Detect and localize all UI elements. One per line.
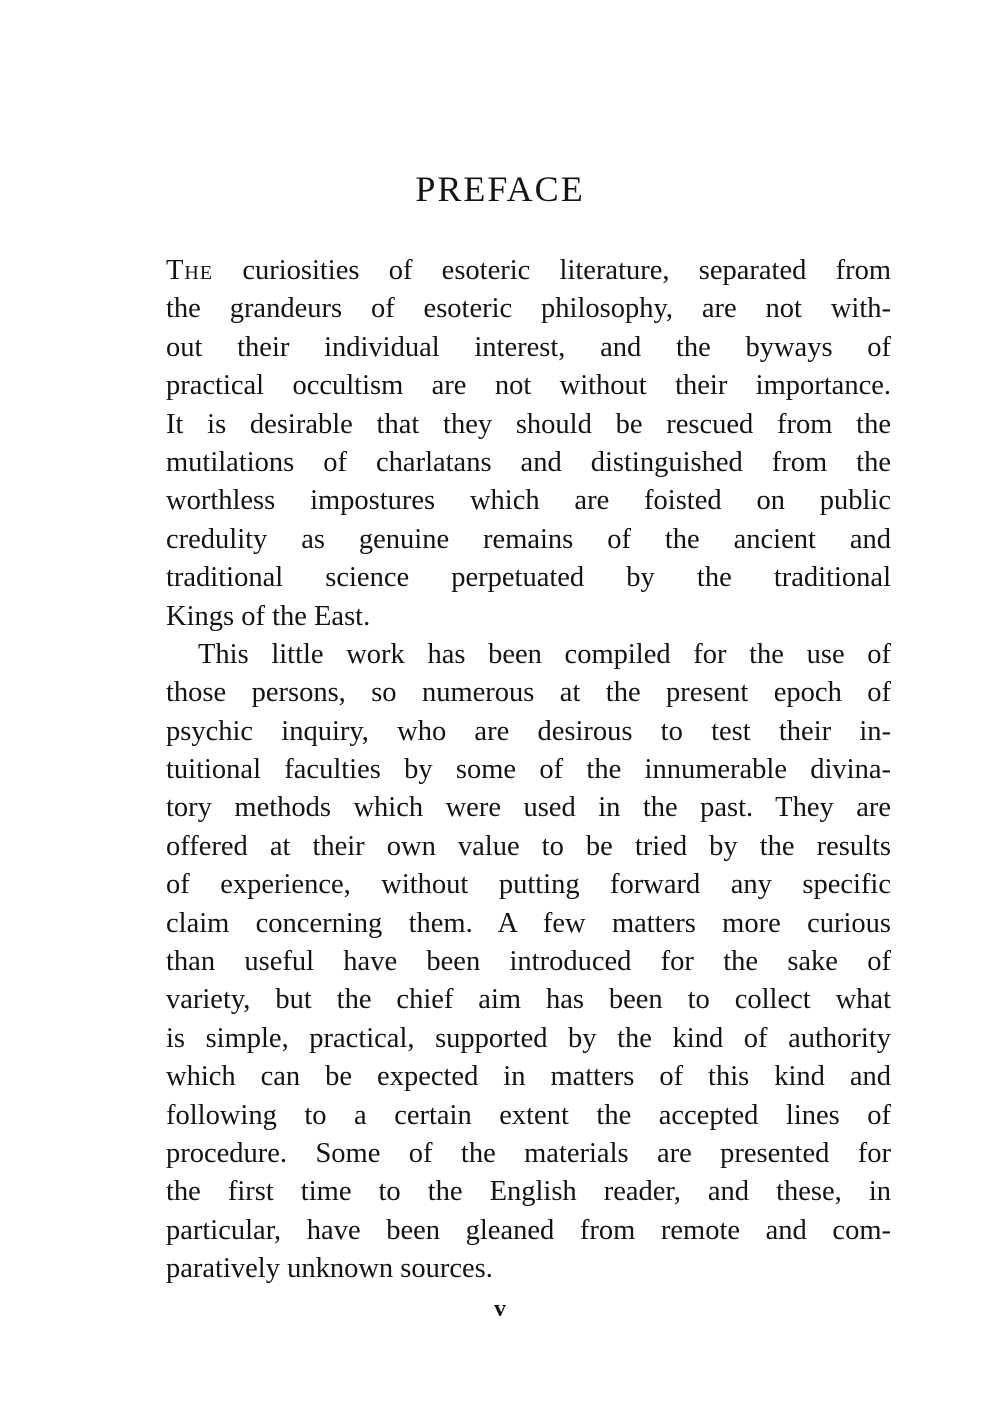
text-line: those persons, so numerous at the present epoch of	[166, 677, 891, 709]
text-line: traditional science perpetuated by the traditional	[166, 562, 891, 594]
text-line: the first time to the English reader, and these, in	[166, 1176, 891, 1208]
text-line: practical occultism are not without their importance.	[166, 370, 891, 402]
preface-body	[166, 252, 891, 1289]
text-line: variety, but the chief aim has been to collect what	[166, 984, 891, 1016]
text-line: of experience, without putting forward any specific	[166, 869, 891, 901]
text-line: paratively unknown sources.	[166, 1253, 493, 1285]
text-line: out their individual interest, and the byways of	[166, 331, 891, 363]
text-line: The curiosities of esoteric literature, separated from	[166, 255, 891, 286]
page-number: v	[494, 1296, 506, 1322]
text-line: the grandeurs of esoteric philosophy, are not with-	[166, 293, 891, 325]
drop-word: The	[166, 255, 214, 286]
text-line: psychic inquiry, who are desirous to test their in-	[166, 715, 891, 747]
text-line: following to a certain extent the accepted lines of	[166, 1099, 891, 1131]
text-line: tuitional faculties by some of the innumerable divina-	[166, 754, 891, 786]
paragraph-1	[166, 252, 891, 636]
page-title: PREFACE	[415, 169, 585, 209]
text-line: This little work has been compiled for the use of	[198, 638, 891, 670]
text-line: is simple, practical, supported by the kind of authority	[166, 1022, 891, 1054]
paragraph-2	[166, 636, 891, 1289]
text-line: procedure. Some of the materials are presented for	[166, 1137, 891, 1169]
text-line: Kings of the East.	[166, 600, 371, 632]
text-line: particular, have been gleaned from remote and com-	[166, 1214, 891, 1246]
text-line: offered at their own value to be tried by the results	[166, 830, 891, 862]
text-line: which can be expected in matters of this kind and	[166, 1061, 891, 1093]
text-line: credulity as genuine remains of the ancient and	[166, 523, 891, 555]
text-line: tory methods which were used in the past. They are	[166, 792, 891, 824]
text-line: It is desirable that they should be rescued from the	[166, 408, 891, 440]
text-line: claim concerning them. A few matters more curious	[166, 907, 891, 939]
text-line: than useful have been introduced for the sake of	[166, 946, 891, 978]
text-line: worthless impostures which are foisted on public	[166, 485, 891, 517]
text-line: mutilations of charlatans and distinguished from the	[166, 446, 891, 478]
